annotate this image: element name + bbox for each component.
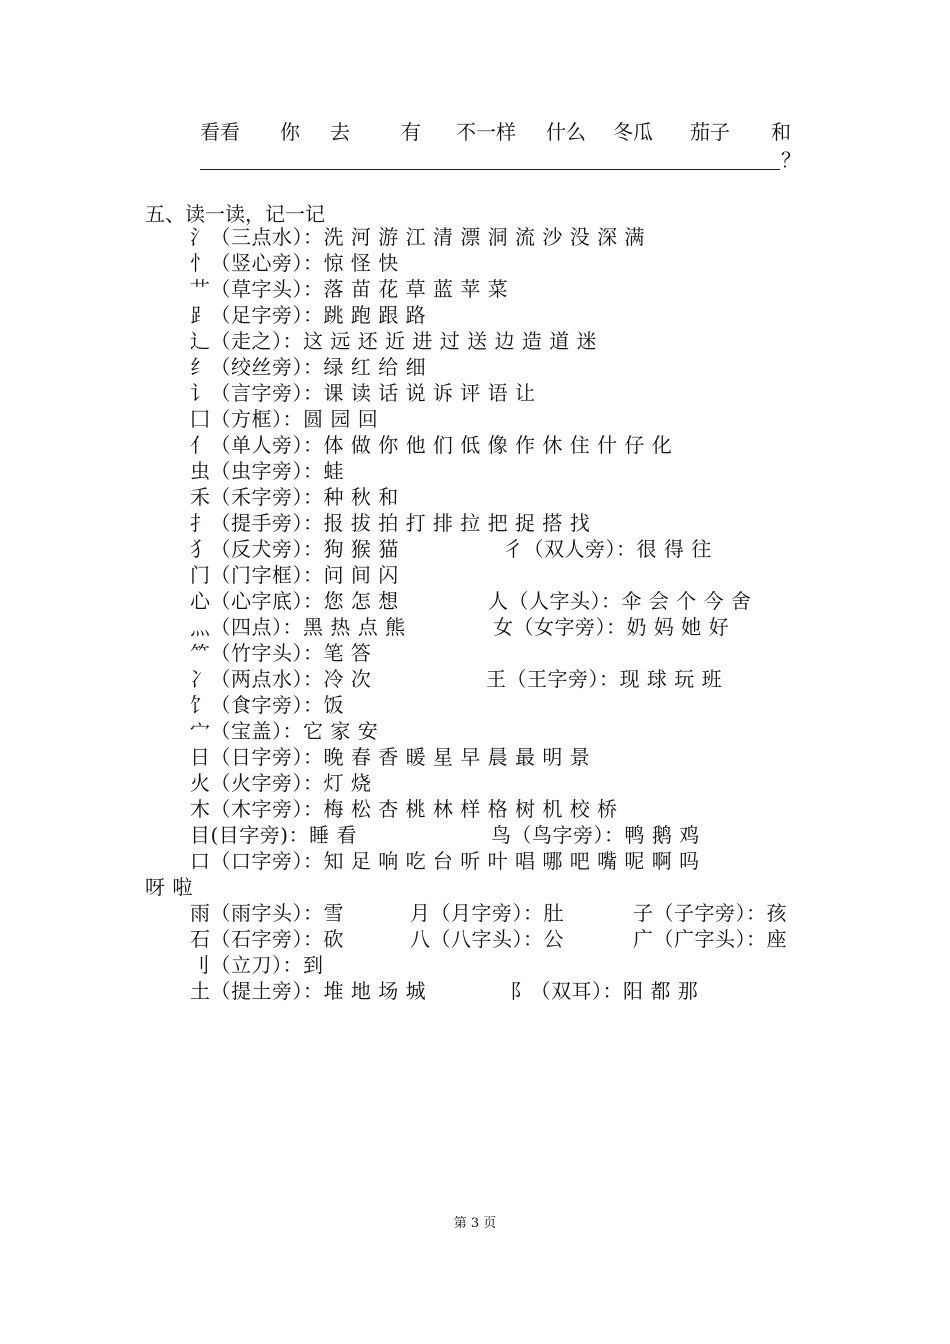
word-item: 去 <box>330 120 350 144</box>
radical-row <box>190 822 700 848</box>
answer-blank-line <box>200 169 780 170</box>
radical-row <box>190 224 700 250</box>
radical-row <box>190 354 700 380</box>
word-item: 什么 <box>546 120 586 144</box>
radical-entry: ⺮（竹字头）：笔 答 <box>190 641 372 665</box>
word-item: 不一样 <box>456 120 516 144</box>
radical-entry: 纟（绞丝旁）：绿 红 给 细 <box>190 355 427 379</box>
radical-row <box>190 458 700 484</box>
radical-entry: 王（王字旁）：现 球 玩 班 <box>486 667 723 691</box>
radical-entry: 犭（反犬旁）：狗 猴 猫 <box>190 537 399 561</box>
radical-entry: 人（人字头）：伞 会 个 今 舍 <box>488 589 752 613</box>
radical-entry: 口（口字旁）：知 足 响 吃 台 听 叶 唱 哪 吧 嘴 呢 啊 吗 <box>190 849 700 873</box>
radical-entry: 目(目字旁)：睡 看 <box>190 823 357 847</box>
radical-row <box>190 978 700 1004</box>
radical-row <box>190 328 700 354</box>
radical-row <box>190 588 752 614</box>
radical-entry: 女（女字旁）：奶 妈 她 好 <box>493 615 730 639</box>
radical-row <box>190 302 700 328</box>
radical-row <box>190 432 700 458</box>
radical-entry: 土（提土旁）：堆 地 场 城 <box>190 979 427 1003</box>
radical-row <box>190 692 700 718</box>
radical-row <box>190 562 700 588</box>
radical-row <box>190 718 700 744</box>
radical-entry: 木（木字旁）：梅 松 杏 桃 林 样 格 树 机 校 桥 <box>190 797 618 821</box>
section-title: 五、读一读，记一记 <box>145 202 325 226</box>
radical-entry: 广（广字头）：座 <box>633 927 787 951</box>
radical-row <box>190 510 700 536</box>
radical-row <box>190 770 700 796</box>
radical-entry: 艹（草字头）：落 苗 花 草 蓝 苹 菜 <box>190 277 509 301</box>
radical-row <box>190 848 700 874</box>
radical-entry: 雨（雨字头）：雪 <box>190 901 344 925</box>
page-number: 第 3 页 <box>453 1216 497 1231</box>
radical-entry: 禾（禾字旁）：种 秋 和 <box>190 485 399 509</box>
radical-row <box>190 640 700 666</box>
radical-row <box>190 900 787 926</box>
radical-entry: 心（心字底）：您 怎 想 <box>190 589 399 613</box>
radical-row <box>190 952 700 978</box>
radical-row <box>190 536 712 562</box>
radical-entry: 虫（虫字旁）：蛙 <box>190 459 344 483</box>
radical-entry: 彳（双人旁）：很 得 往 <box>503 537 712 561</box>
word-item: 茄子 <box>690 120 730 144</box>
radical-list <box>145 224 787 1004</box>
radical-entry: 鸟（鸟字旁）：鸭 鹅 鸡 <box>491 823 700 847</box>
radical-entry: 刂（立刀）：到 <box>190 953 324 977</box>
radical-entry: 灬（四点）：黑 热 点 熊 <box>190 615 406 639</box>
radical-entry: 讠（言字旁）：课 读 话 说 诉 评 语 让 <box>190 381 536 405</box>
question-mark: ？ <box>781 148 801 172</box>
radical-entry: 八（八字头）：公 <box>410 927 564 951</box>
radical-entry: 石（石字旁）：砍 <box>190 927 344 951</box>
radical-row <box>145 874 700 900</box>
word-item: 有 <box>401 120 421 144</box>
radical-entry: 忄（竖心旁）：惊 怪 快 <box>190 251 399 275</box>
radical-row <box>190 796 700 822</box>
radical-row <box>190 276 700 302</box>
radical-entry: 饣（食字旁）：饭 <box>190 693 344 717</box>
radical-entry: ⻊（足字旁）：跳 跑 跟 路 <box>190 303 427 327</box>
word-item: 和 <box>771 120 791 144</box>
radical-row <box>190 484 700 510</box>
word-item: 看看 <box>200 120 240 144</box>
radical-entry: 氵（三点水）：洗 河 游 江 清 漂 洞 流 沙 没 深 满 <box>190 225 645 249</box>
radical-entry: 囗（方框）：圆 园 回 <box>190 407 379 431</box>
radical-entry: 辶（走之）：这 远 还 近 进 过 送 边 造 道 迷 <box>190 329 598 353</box>
word-item: 你 <box>280 120 300 144</box>
radical-entry: 呀 啦 <box>145 875 193 899</box>
word-item: 冬瓜 <box>613 120 653 144</box>
radical-entry: 日（日字旁）：晚 春 香 暖 星 早 晨 最 明 景 <box>190 745 591 769</box>
radical-entry: 阝（双耳）：阳 都 那 <box>510 979 699 1003</box>
radical-entry: 宀（宝盖）：它 家 安 <box>190 719 379 743</box>
radical-entry: 扌（提手旁）：报 拔 拍 打 排 拉 把 捉 搭 找 <box>190 511 591 535</box>
radical-entry: 火（火字旁）：灯 烧 <box>190 771 372 795</box>
radical-entry: 门（门字框）：问 间 闪 <box>190 563 399 587</box>
radical-row <box>190 406 700 432</box>
radical-entry: 子（子字旁）：孩 <box>633 901 787 925</box>
radical-row <box>190 744 700 770</box>
radical-row <box>190 614 730 640</box>
radical-row <box>190 926 787 952</box>
radical-row <box>190 666 723 692</box>
radical-row <box>190 380 700 406</box>
radical-row <box>190 250 700 276</box>
radical-entry: 亻（单人旁）：体 做 你 他 们 低 像 作 休 住 什 仔 化 <box>190 433 673 457</box>
radical-entry: 冫（两点水）：冷 次 <box>190 667 372 691</box>
radical-entry: 月（月字旁）：肚 <box>410 901 564 925</box>
